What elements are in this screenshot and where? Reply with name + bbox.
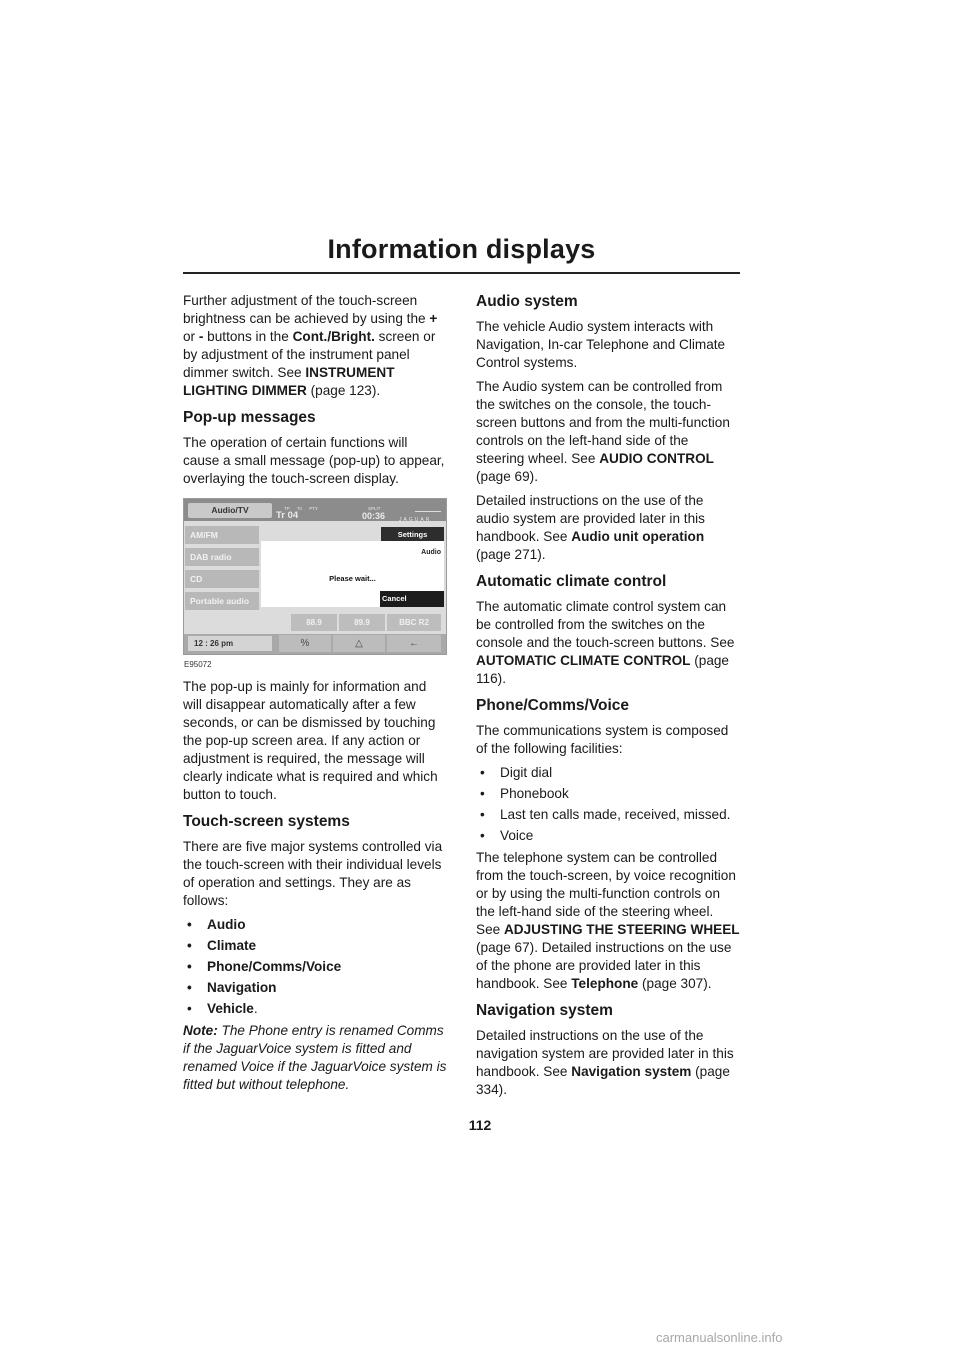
intro-paragraph: Further adjustment of the touch-screen brightness can be achieved by using the + or - buttons in the Cont./Bright. screen or by adjustment of the instrument panel dimmer switch. See INSTRUMENT LIGHTING DIMMER (page 123). — [183, 293, 438, 398]
plus-button-ref: + — [429, 311, 438, 326]
cross-reference: INSTRUMENT LIGHTING DIMMER — [183, 365, 395, 398]
list-item: • Phone/Comms/Voice — [183, 958, 447, 976]
comms-paragraph-1: The communications system is composed of the following facilities: — [476, 723, 729, 756]
note-paragraph: Note: The Phone entry is renamed Comms if the JaguarVoice system is fitted and renamed Voice if the JaguarVoice system is fitted but without telephone. — [183, 1023, 447, 1092]
comms-paragraph-2: The telephone system can be controlled from the touch-screen, by voice recognition or by using the multi-function controls on the left-hand side of the steering wheel. See ADJUSTING THE STEERING WHEEL (page 67). Detailed instructions on the use of the phone are provided later in this handbook. See Telephone (page 307). — [476, 850, 740, 991]
list-item: • Audio — [183, 916, 447, 934]
systems-list — [183, 916, 447, 1018]
audio-paragraph-3: Detailed instructions on the use of the audio system are provided later in this handbook. See Audio unit operation (page 271). — [476, 493, 705, 562]
cross-reference: AUTOMATIC CLIMATE CONTROL — [476, 653, 691, 668]
screen-name-ref: Cont./Bright. — [292, 329, 375, 344]
list-item: • Navigation — [183, 979, 447, 997]
list-item: • Vehicle. — [183, 1000, 447, 1018]
cross-reference: AUDIO CONTROL — [599, 451, 714, 466]
cross-reference: ADJUSTING THE STEERING WHEEL — [503, 922, 740, 937]
figure-code: E95072 — [184, 660, 212, 669]
cross-reference: Navigation system — [571, 1064, 692, 1079]
navigation-paragraph-1: Detailed instructions on the use of the navigation system are provided later in this handbook. See Navigation system (page 334). — [476, 1028, 734, 1097]
popup-title: Audio — [421, 549, 441, 556]
tp-ta-pty-flags: TP TA PTY — [284, 506, 319, 511]
clock-display: 12 : 26 pm — [188, 636, 272, 651]
preset-3: BBC R2 — [387, 614, 441, 631]
minus-button-ref: - — [198, 329, 204, 344]
list-item: • Climate — [183, 937, 447, 955]
popup-paragraph-1: The operation of certain functions will cause a small message (pop-up) to appear, overlaying the touch-screen display. — [183, 435, 445, 486]
cross-reference: Telephone — [571, 976, 639, 991]
list-item: • Last ten calls made, received, missed. — [476, 806, 740, 824]
cancel-button: Cancel — [380, 591, 444, 607]
page-title: Information displays — [327, 234, 596, 264]
menu-item-cd: CD — [185, 570, 259, 588]
note-label: Note: — [183, 1023, 218, 1038]
left-column — [183, 292, 447, 1100]
section-heading-touch-screen: Touch-screen systems — [183, 813, 350, 830]
section-heading-comms: Phone/Comms/Voice — [476, 697, 630, 714]
settings-button: Settings — [381, 527, 444, 543]
track-number: Tr 04 — [276, 510, 299, 521]
audio-tv-tab: Audio/TV — [188, 503, 272, 518]
brand-label: JAGUAR — [399, 517, 432, 523]
climate-paragraph-1: The automatic climate control system can be controlled from the switches on the console and the touch-screen buttons. See AUTOMATIC CLIMATE CONTROL (page 116). — [476, 599, 735, 686]
menu-item-am-fm: AM/FM — [185, 526, 259, 544]
section-heading-navigation: Navigation system — [476, 1002, 613, 1019]
popup-message: Please wait... — [329, 574, 376, 583]
audio-paragraph-1: The vehicle Audio system interacts with Navigation, In-car Telephone and Climate Control systems. — [476, 319, 726, 370]
title-divider — [183, 272, 740, 274]
back-arrow-icon: ← — [387, 635, 441, 652]
section-heading-audio: Audio system — [476, 293, 578, 310]
facilities-list — [476, 764, 740, 845]
touch-paragraph-1: There are five major systems controlled via the touch-screen with their individual levels of operation and settings. They are as follows: — [183, 839, 443, 908]
percent-icon: % — [279, 635, 331, 652]
list-item: • Voice — [476, 827, 740, 845]
list-item: • Digit dial — [476, 764, 740, 782]
preset-1: 88.9 — [291, 614, 337, 631]
section-heading-popup: Pop-up messages — [183, 409, 316, 426]
right-column — [476, 292, 740, 1105]
popup-paragraph-2: The pop-up is mainly for information and will disappear automatically after a few seconds, or can be dismissed by touching the pop-up screen area. If any action or adjustment is required, the message will clearly indicate what is required and which button to touch. — [183, 679, 438, 802]
page-number: 112 — [468, 1117, 492, 1133]
warning-triangle-icon: △ — [333, 635, 385, 652]
section-heading-climate: Automatic climate control — [476, 573, 667, 590]
menu-item-dab-radio: DAB radio — [185, 548, 259, 566]
list-item: • Phonebook — [476, 785, 740, 803]
touch-screen-figure — [183, 498, 445, 668]
audio-paragraph-2: The Audio system can be controlled from the switches on the console, the touch-screen buttons and from the multi-function controls on the left-hand side of the steering wheel. See AUDIO CONTROL (page 69). — [476, 379, 730, 484]
watermark: carmanualsonline.info — [656, 1330, 783, 1345]
elapsed-time: 00:36 — [362, 511, 386, 521]
preset-2: 89.9 — [339, 614, 385, 631]
touch-screen — [183, 498, 447, 655]
split-flag: SPLIT — [368, 506, 381, 511]
cross-reference: Audio unit operation — [571, 529, 705, 544]
menu-item-portable-audio: Portable audio — [185, 592, 259, 610]
